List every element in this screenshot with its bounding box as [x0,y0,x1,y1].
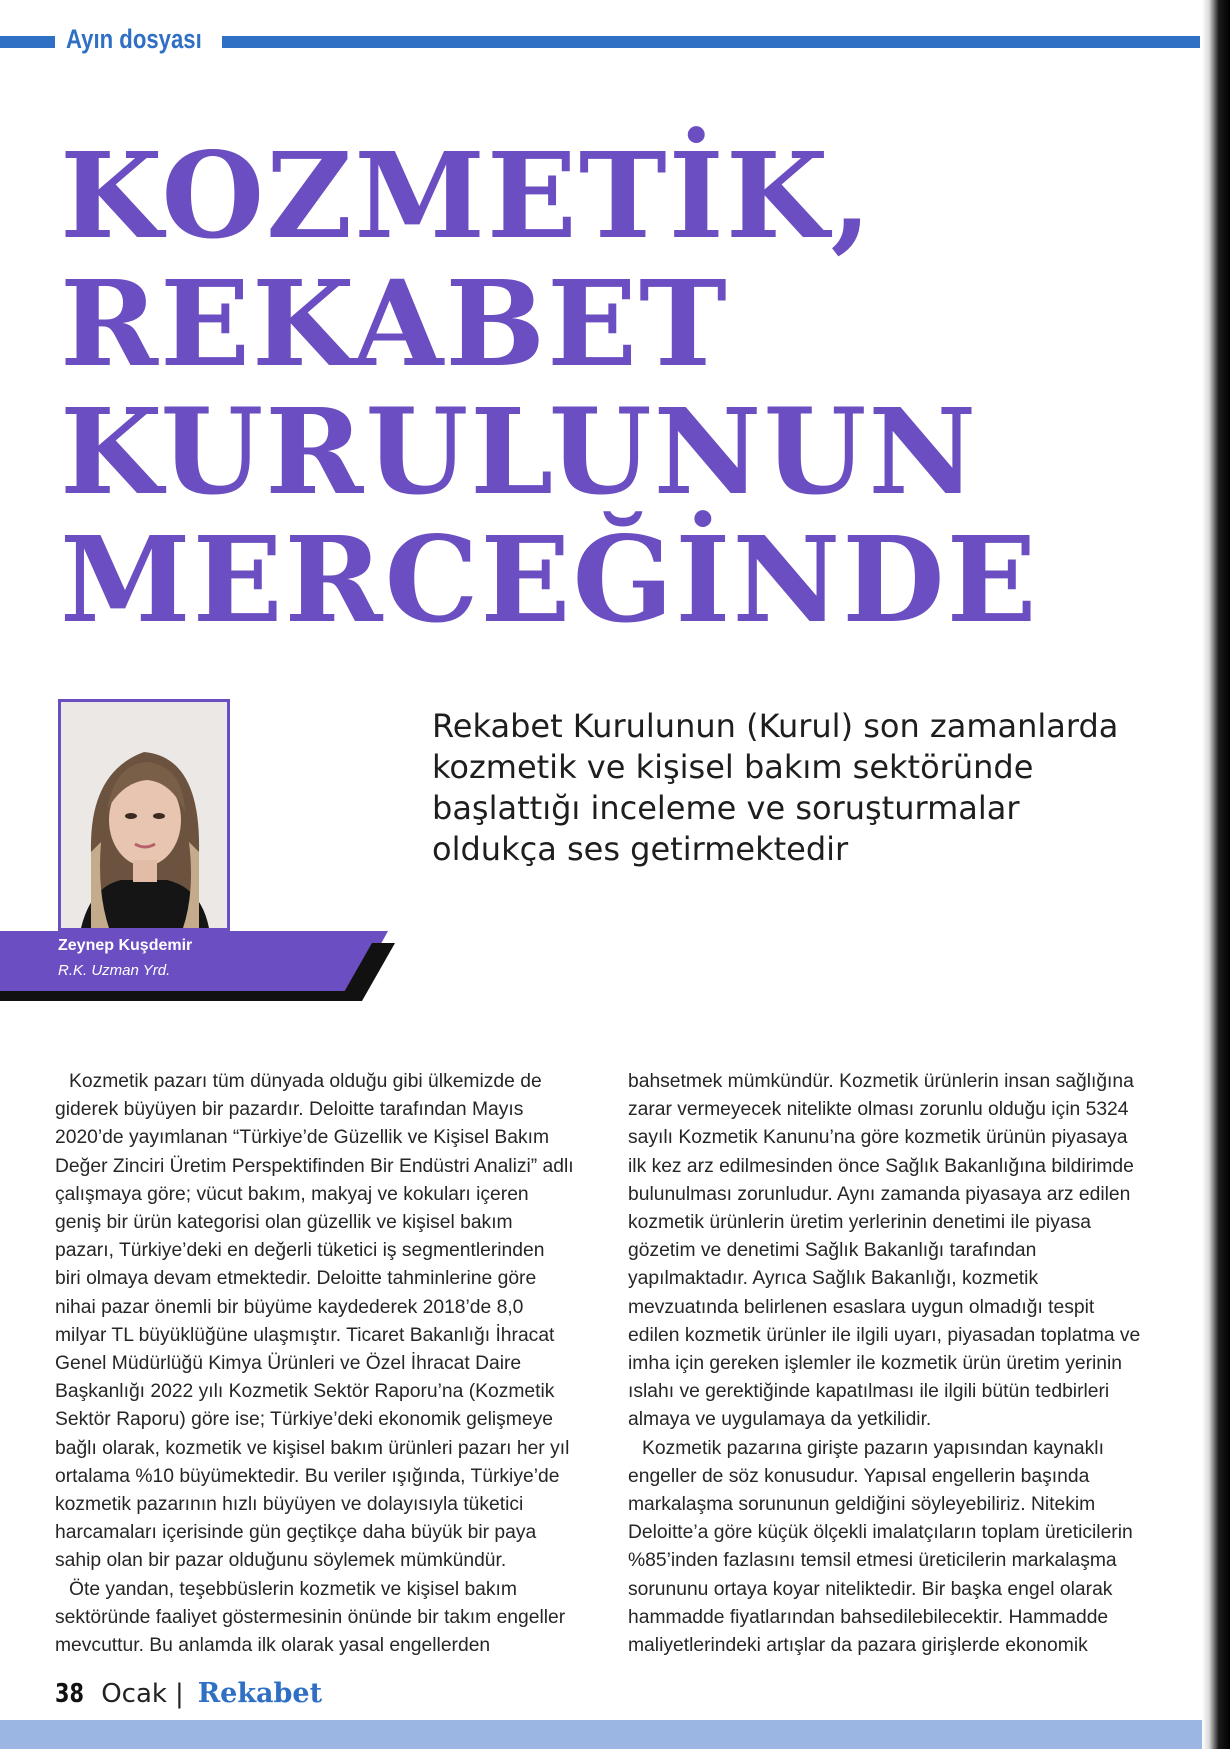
body-paragraph: bahsetmek mümkündür. Kozmetik ürünlerin insan sağlığına zarar vermeyecek nitelikte olması zorunlu olduğu için 5324 sayılı Kozmetik Kanunu’na göre kozmetik ürünün piyasaya ilk kez arz edilmesinden önce Sağlık Bakanlığına bildirimde bulunulması zorunludur. Aynı zamanda piyasaya arz edilen kozmetik ürünlerin üretim yerlerinin denetimi ile piyasa gözetim ve denetimi Sağlık Bakanlığı tarafından yapılmaktadır. Ayrıca Sağlık Bakanlığı, kozmetik mevzuatında belirlenen esaslara uygun olmadığı tespit edilen kozmetik ürünler ile ilgili uyarı, piyasadan toplatma ve imha için gereken işlemler ile kozmetik ürün üretim yerinin ıslahı ve gerektiğinde kapatılması ile ilgili bütün tedbirleri almaya ve uygulamaya da yetkilidir. [628,1071,1141,1431]
headline-line-2: REKABET [60,254,729,393]
headline [60,126,1039,649]
header-bar-left [0,36,55,48]
lead-paragraph: Rekabet Kurulunun (Kurul) son zamanlarda kozmetik ve kişisel bakım sektöründe başlattığı inceleme ve soruşturmalar oldukça ses getirmektedir [432,707,1119,868]
section-tag: Ayın dosyası [66,24,202,54]
author-role: R.K. Uzman Yrd. [58,962,171,979]
footer-separator: | [174,1679,184,1709]
body-paragraph: Öte yandan, teşebbüslerin kozmetik ve kişisel bakım sektöründe faaliyet göstermesinin önünde bir takım engeller mevcuttur. Bu anlamda ilk olarak yasal engellerden [55,1578,566,1657]
author-photo [58,699,230,931]
footer-month: Ocak [101,1679,167,1709]
headline-line-1: KOZMETİK, [60,126,874,265]
body-column-left [55,1068,575,1660]
headline-line-3: KURULUNUN [60,382,979,521]
author-portrait-illustration [61,702,227,928]
headline-line-4: MERCEĞİNDE [60,510,1039,649]
header-bar-right [222,36,1200,48]
page-number: 38 [55,1679,84,1709]
author-name: Zeynep Kuşdemir [58,937,193,954]
body-paragraph: Kozmetik pazarı tüm dünyada olduğu gibi ülkemizde de giderek büyüyen bir pazardır. Deloitte tarafından Mayıs 2020’de yayımlanan “Türkiye’de Güzellik ve Kişisel Bakım Değer Zinciri Üretim Perspektifinden Bir Endüstri Analizi” adlı çalışmaya göre; vücut bakım, makyaj ve kokuları içeren geniş bir ürün kategorisi olan güzellik ve kişisel bakım pazarı, Türkiye’deki en değerli tüketici iş segmentlerinden biri olmaya devam etmektedir. Deloitte tahminlerine göre nihai pazar önemli bir büyüme kaydederek 2018’de 8,0 milyar TL büyüklüğüne ulaşmıştır. Ticaret Bakanlığı İhracat Genel Müdürlüğü Kimya Ürünleri ve Özel İhracat Daire Başkanlığı 2022 yılı Kozmetik Sektör Raporu’na (Kozmetik Sektör Raporu) göre ise; Türkiye’deki ekonomik gelişmeye bağlı olarak, kozmetik ve kişisel bakım ürünleri pazarı her yıl ortalama %10 büyümektedir. Bu veriler ışığında, Türkiye’de kozmetik pazarının hızlı büyüyen ve dolayısıyla tüketici harcamaları içerisinde gün geçtikçe daha büyük bir paya sahip olan bir pazar olduğunu söylemek mümkündür. [55,1071,574,1572]
footer-brand: Rekabet [197,1678,323,1709]
body-paragraph: Kozmetik pazarına girişte pazarın yapısından kaynaklı engeller de söz konusudur. Yapısal engellerin başında markalaşma sorununun geldiğini söyleyebiliriz. Nitekim Deloitte’a göre küçük ölçekli imalatçıların toplam üreticilerin %85’inden fazlasını temsil etmesi üreticilerin markalaşma sorununu ortaya koyar niteliktedir. Bir başka engel olarak hammadde fiyatlarından bahsedilebilecektir. Hammadde maliyetlerindeki artışlar da pazara girişlerde ekonomik [628,1437,1133,1657]
body-column-right [628,1068,1148,1660]
page-edge-shadow [1202,0,1230,1749]
page-footer [55,1678,322,1714]
footer-bar [0,1720,1202,1749]
